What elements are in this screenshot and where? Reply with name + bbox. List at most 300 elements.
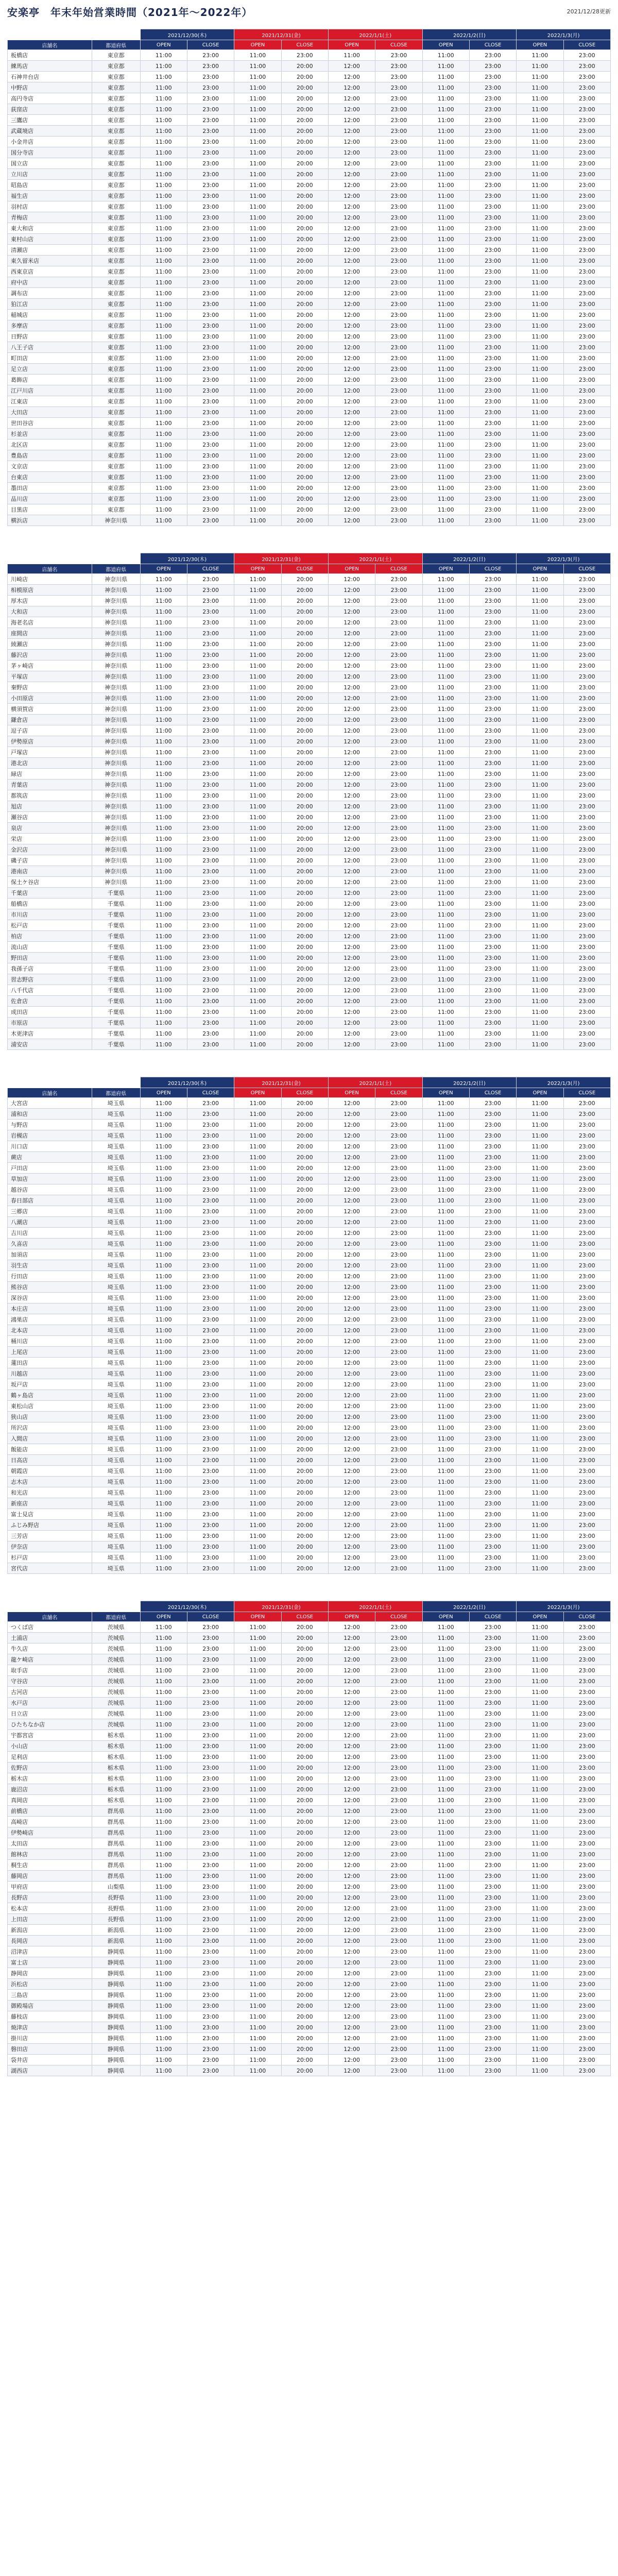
close-time: 20:00 — [281, 1018, 328, 1028]
prefecture: 静岡県 — [92, 2001, 140, 2011]
prefecture: 山梨県 — [92, 1882, 140, 1892]
open-time: 12:00 — [328, 899, 375, 909]
table-row — [8, 1795, 611, 1806]
open-header: OPEN — [234, 1088, 281, 1098]
close-time: 23:00 — [187, 461, 234, 472]
close-time: 23:00 — [469, 1741, 516, 1752]
table-row — [8, 953, 611, 963]
close-time: 23:00 — [469, 1871, 516, 1882]
close-time: 20:00 — [281, 736, 328, 747]
close-time: 23:00 — [187, 439, 234, 450]
close-time: 23:00 — [187, 585, 234, 596]
open-time: 12:00 — [328, 93, 375, 104]
prefecture: 埼玉県 — [92, 1141, 140, 1152]
open-time: 11:00 — [140, 2001, 187, 2011]
open-time: 11:00 — [234, 1412, 281, 1422]
close-time: 23:00 — [563, 920, 610, 931]
close-time: 23:00 — [375, 266, 422, 277]
open-time: 11:00 — [140, 1730, 187, 1741]
open-time: 11:00 — [422, 1946, 469, 1957]
open-time: 11:00 — [140, 1109, 187, 1120]
date-header: 2021/12/30(木) — [140, 1601, 234, 1612]
open-header: OPEN — [140, 564, 187, 574]
open-time: 12:00 — [328, 1719, 375, 1730]
close-time: 23:00 — [375, 180, 422, 191]
close-time: 23:00 — [469, 72, 516, 82]
store-name: 羽村店 — [8, 201, 92, 212]
prefecture: 埼玉県 — [92, 1130, 140, 1141]
open-time: 11:00 — [422, 1217, 469, 1228]
open-time: 11:00 — [422, 439, 469, 450]
open-time: 12:00 — [328, 725, 375, 736]
close-time: 23:00 — [375, 1665, 422, 1676]
close-time: 23:00 — [375, 61, 422, 72]
table-row — [8, 747, 611, 758]
close-time: 23:00 — [187, 704, 234, 715]
table-row — [8, 779, 611, 790]
open-time: 11:00 — [517, 169, 563, 180]
open-header: OPEN — [328, 564, 375, 574]
open-time: 11:00 — [517, 974, 563, 985]
store-name: 浦安店 — [8, 1039, 92, 1050]
close-time: 23:00 — [563, 974, 610, 985]
close-time: 23:00 — [469, 1665, 516, 1676]
open-time: 11:00 — [422, 483, 469, 494]
open-time: 12:00 — [328, 1752, 375, 1762]
close-time: 20:00 — [281, 212, 328, 223]
close-time: 23:00 — [187, 1892, 234, 1903]
close-time: 23:00 — [563, 245, 610, 256]
close-time: 23:00 — [563, 364, 610, 375]
open-time: 12:00 — [328, 1422, 375, 1433]
prefecture: 埼玉県 — [92, 1509, 140, 1520]
close-time: 23:00 — [187, 1303, 234, 1314]
open-time: 11:00 — [140, 158, 187, 169]
open-time: 11:00 — [517, 1422, 563, 1433]
prefecture: 静岡県 — [92, 2055, 140, 2065]
close-time: 23:00 — [375, 963, 422, 974]
prefecture: 長野県 — [92, 1914, 140, 1925]
table-row — [8, 1303, 611, 1314]
open-time: 11:00 — [234, 660, 281, 671]
close-time: 23:00 — [375, 1152, 422, 1163]
store-name: 瀬谷店 — [8, 812, 92, 823]
close-time: 23:00 — [375, 1260, 422, 1271]
store-name: 港北店 — [8, 758, 92, 769]
close-header: CLOSE — [469, 564, 516, 574]
prefecture: 茨城県 — [92, 1698, 140, 1708]
open-header: OPEN — [328, 40, 375, 50]
table-row — [8, 2011, 611, 2022]
open-time: 11:00 — [234, 953, 281, 963]
table-row — [8, 985, 611, 996]
open-time: 11:00 — [234, 1487, 281, 1498]
table-row — [8, 1163, 611, 1174]
open-time: 12:00 — [328, 639, 375, 650]
close-time: 20:00 — [281, 93, 328, 104]
close-time: 23:00 — [187, 2044, 234, 2055]
open-time: 11:00 — [140, 650, 187, 660]
open-time: 11:00 — [422, 72, 469, 82]
open-time: 11:00 — [422, 450, 469, 461]
close-time: 20:00 — [281, 671, 328, 682]
open-time: 11:00 — [422, 909, 469, 920]
close-time: 23:00 — [469, 1109, 516, 1120]
prefecture: 東京都 — [92, 472, 140, 483]
open-time: 11:00 — [517, 439, 563, 450]
close-time: 23:00 — [563, 931, 610, 942]
close-time: 23:00 — [563, 2001, 610, 2011]
close-time: 23:00 — [375, 693, 422, 704]
close-time: 20:00 — [281, 504, 328, 515]
open-time: 11:00 — [422, 639, 469, 650]
prefecture: 茨城県 — [92, 1622, 140, 1633]
close-time: 23:00 — [375, 1282, 422, 1293]
close-time: 23:00 — [187, 1401, 234, 1412]
prefecture: 長野県 — [92, 1903, 140, 1914]
prefecture: 埼玉県 — [92, 1260, 140, 1271]
close-time: 23:00 — [375, 1412, 422, 1422]
open-time: 11:00 — [234, 985, 281, 996]
close-time: 23:00 — [469, 963, 516, 974]
store-name: 緑店 — [8, 769, 92, 779]
open-time: 11:00 — [234, 1936, 281, 1946]
close-time: 20:00 — [281, 1271, 328, 1282]
open-header: OPEN — [517, 40, 563, 50]
store-name: 土浦店 — [8, 1633, 92, 1643]
close-time: 23:00 — [563, 899, 610, 909]
close-time: 20:00 — [281, 996, 328, 1007]
close-time: 23:00 — [375, 909, 422, 920]
table-row — [8, 450, 611, 461]
open-time: 11:00 — [140, 1347, 187, 1358]
close-time: 23:00 — [469, 1903, 516, 1914]
close-time: 23:00 — [187, 628, 234, 639]
open-time: 11:00 — [422, 504, 469, 515]
open-time: 11:00 — [140, 1903, 187, 1914]
open-time: 11:00 — [422, 1314, 469, 1325]
close-time: 20:00 — [281, 1643, 328, 1654]
close-time: 23:00 — [375, 1806, 422, 1817]
prefecture: 静岡県 — [92, 2022, 140, 2033]
open-time: 12:00 — [328, 866, 375, 877]
prefecture: 埼玉県 — [92, 1293, 140, 1303]
open-time: 12:00 — [328, 1325, 375, 1336]
prefecture: 埼玉県 — [92, 1368, 140, 1379]
table-row — [8, 1741, 611, 1752]
prefecture: 東京都 — [92, 385, 140, 396]
store-name: 入間店 — [8, 1433, 92, 1444]
open-time: 11:00 — [517, 1531, 563, 1541]
close-time: 23:00 — [469, 1184, 516, 1195]
close-time: 23:00 — [469, 1957, 516, 1968]
open-time: 12:00 — [328, 953, 375, 963]
store-name: 吉川店 — [8, 1228, 92, 1239]
open-time: 11:00 — [234, 504, 281, 515]
close-time: 23:00 — [469, 1622, 516, 1633]
store-name: 蓮田店 — [8, 1358, 92, 1368]
open-header: OPEN — [517, 1088, 563, 1098]
open-time: 11:00 — [517, 1282, 563, 1293]
close-time: 23:00 — [563, 1390, 610, 1401]
close-header: CLOSE — [187, 40, 234, 50]
open-time: 12:00 — [328, 1708, 375, 1719]
prefecture: 埼玉県 — [92, 1120, 140, 1130]
open-time: 11:00 — [234, 996, 281, 1007]
store-name: ふじみ野店 — [8, 1520, 92, 1531]
close-time: 23:00 — [469, 375, 516, 385]
close-time: 20:00 — [281, 1249, 328, 1260]
open-time: 11:00 — [517, 909, 563, 920]
close-time: 23:00 — [563, 1730, 610, 1741]
open-time: 11:00 — [422, 606, 469, 617]
table-row — [8, 212, 611, 223]
close-time: 20:00 — [281, 1007, 328, 1018]
close-time: 23:00 — [563, 375, 610, 385]
close-time: 23:00 — [469, 1174, 516, 1184]
table-row — [8, 1174, 611, 1184]
header-blank — [8, 553, 141, 564]
table-row — [8, 364, 611, 375]
store-name: 東村山店 — [8, 234, 92, 245]
table-row — [8, 660, 611, 671]
close-time: 23:00 — [187, 1466, 234, 1477]
open-time: 11:00 — [140, 191, 187, 201]
open-time: 11:00 — [517, 1271, 563, 1282]
open-time: 11:00 — [517, 104, 563, 115]
table-row — [8, 201, 611, 212]
open-time: 11:00 — [517, 320, 563, 331]
table-row — [8, 1708, 611, 1719]
store-name: 取手店 — [8, 1665, 92, 1676]
close-time: 23:00 — [469, 1838, 516, 1849]
open-time: 12:00 — [328, 834, 375, 844]
close-time: 20:00 — [281, 1784, 328, 1795]
close-time: 23:00 — [375, 1249, 422, 1260]
close-header: CLOSE — [281, 40, 328, 50]
close-time: 20:00 — [281, 1509, 328, 1520]
open-time: 11:00 — [517, 834, 563, 844]
open-time: 11:00 — [517, 1120, 563, 1130]
open-time: 11:00 — [517, 779, 563, 790]
close-time: 23:00 — [469, 1293, 516, 1303]
close-time: 20:00 — [281, 1336, 328, 1347]
open-time: 12:00 — [328, 1379, 375, 1390]
open-time: 11:00 — [422, 1477, 469, 1487]
close-time: 23:00 — [187, 736, 234, 747]
open-time: 12:00 — [328, 234, 375, 245]
close-time: 23:00 — [469, 396, 516, 407]
close-header: CLOSE — [469, 40, 516, 50]
open-time: 11:00 — [422, 1487, 469, 1498]
close-time: 23:00 — [469, 1007, 516, 1018]
close-time: 20:00 — [281, 920, 328, 931]
open-time: 11:00 — [422, 574, 469, 585]
close-time: 20:00 — [281, 1314, 328, 1325]
close-time: 23:00 — [563, 1698, 610, 1708]
open-time: 11:00 — [234, 483, 281, 494]
open-time: 11:00 — [234, 1708, 281, 1719]
open-time: 11:00 — [422, 920, 469, 931]
open-time: 11:00 — [422, 1925, 469, 1936]
prefecture: 神奈川県 — [92, 628, 140, 639]
open-time: 11:00 — [517, 2001, 563, 2011]
close-time: 23:00 — [563, 1633, 610, 1643]
close-time: 23:00 — [469, 2055, 516, 2065]
close-time: 23:00 — [469, 50, 516, 61]
store-name: 世田谷店 — [8, 418, 92, 429]
close-time: 23:00 — [187, 1784, 234, 1795]
prefecture: 神奈川県 — [92, 877, 140, 888]
store-name: 栄店 — [8, 834, 92, 844]
table-row — [8, 812, 611, 823]
close-time: 23:00 — [469, 1531, 516, 1541]
close-time: 23:00 — [563, 2055, 610, 2065]
close-time: 23:00 — [563, 256, 610, 266]
table-row — [8, 494, 611, 504]
open-time: 12:00 — [328, 2001, 375, 2011]
close-time: 23:00 — [187, 769, 234, 779]
open-time: 11:00 — [140, 1882, 187, 1892]
close-time: 23:00 — [187, 1633, 234, 1643]
open-time: 12:00 — [328, 1347, 375, 1358]
store-name: 荻窪店 — [8, 104, 92, 115]
close-time: 23:00 — [375, 1784, 422, 1795]
close-time: 23:00 — [187, 472, 234, 483]
close-time: 20:00 — [281, 628, 328, 639]
prefecture: 神奈川県 — [92, 682, 140, 693]
date-header: 2021/12/30(木) — [140, 29, 234, 40]
table-row — [8, 1730, 611, 1741]
close-time: 23:00 — [469, 1817, 516, 1827]
store-name: 戸田店 — [8, 1163, 92, 1174]
open-time: 11:00 — [517, 1206, 563, 1217]
close-time: 23:00 — [187, 1018, 234, 1028]
store-name: 国立店 — [8, 158, 92, 169]
close-time: 23:00 — [375, 429, 422, 439]
open-time: 11:00 — [517, 855, 563, 866]
close-time: 20:00 — [281, 1433, 328, 1444]
open-time: 11:00 — [422, 866, 469, 877]
close-time: 23:00 — [187, 1563, 234, 1574]
open-time: 11:00 — [234, 2033, 281, 2044]
prefecture: 東京都 — [92, 483, 140, 494]
prefecture: 東京都 — [92, 439, 140, 450]
close-time: 23:00 — [187, 1676, 234, 1687]
open-time: 11:00 — [422, 2033, 469, 2044]
close-time: 23:00 — [375, 758, 422, 769]
close-time: 23:00 — [187, 1936, 234, 1946]
close-time: 23:00 — [469, 877, 516, 888]
close-time: 23:00 — [375, 1914, 422, 1925]
table-row — [8, 1871, 611, 1882]
close-time: 23:00 — [563, 985, 610, 996]
open-time: 11:00 — [234, 671, 281, 682]
close-time: 23:00 — [469, 2044, 516, 2055]
close-time: 20:00 — [281, 1130, 328, 1141]
close-time: 20:00 — [281, 1379, 328, 1390]
open-time: 11:00 — [140, 1773, 187, 1784]
close-time: 23:00 — [375, 234, 422, 245]
open-time: 11:00 — [422, 855, 469, 866]
close-time: 23:00 — [469, 2065, 516, 2076]
close-time: 23:00 — [375, 1098, 422, 1109]
close-time: 23:00 — [375, 1633, 422, 1643]
table-row — [8, 1477, 611, 1487]
store-name: ひたちなか店 — [8, 1719, 92, 1730]
close-time: 23:00 — [187, 1152, 234, 1163]
store-name: 狭山店 — [8, 1412, 92, 1422]
open-time: 11:00 — [517, 920, 563, 931]
open-time: 11:00 — [140, 1498, 187, 1509]
open-time: 11:00 — [140, 1520, 187, 1531]
open-time: 11:00 — [140, 1531, 187, 1541]
open-time: 11:00 — [422, 137, 469, 147]
open-time: 12:00 — [328, 1784, 375, 1795]
open-time: 11:00 — [140, 1541, 187, 1552]
prefecture: 神奈川県 — [92, 834, 140, 844]
close-time: 23:00 — [187, 1903, 234, 1914]
close-time: 23:00 — [187, 1654, 234, 1665]
open-time: 12:00 — [328, 1028, 375, 1039]
prefecture: 神奈川県 — [92, 779, 140, 790]
open-time: 11:00 — [422, 585, 469, 596]
close-time: 23:00 — [563, 1741, 610, 1752]
open-time: 11:00 — [517, 353, 563, 364]
open-time: 12:00 — [328, 1282, 375, 1293]
open-time: 11:00 — [422, 147, 469, 158]
table-row — [8, 639, 611, 650]
close-time: 23:00 — [563, 1152, 610, 1163]
close-time: 23:00 — [563, 1174, 610, 1184]
close-time: 23:00 — [469, 1303, 516, 1314]
open-time: 11:00 — [140, 693, 187, 704]
table-row — [8, 1260, 611, 1271]
close-time: 23:00 — [563, 1957, 610, 1968]
open-time: 11:00 — [422, 1795, 469, 1806]
prefecture: 千葉県 — [92, 974, 140, 985]
open-time: 11:00 — [422, 1018, 469, 1028]
open-time: 12:00 — [328, 855, 375, 866]
close-time: 23:00 — [469, 1806, 516, 1817]
prefecture: 神奈川県 — [92, 704, 140, 715]
close-time: 23:00 — [187, 715, 234, 725]
close-time: 20:00 — [281, 1401, 328, 1412]
date-header: 2021/12/31(金) — [234, 1077, 329, 1088]
close-time: 23:00 — [469, 494, 516, 504]
close-time: 23:00 — [469, 418, 516, 429]
open-time: 11:00 — [517, 1903, 563, 1914]
close-time: 23:00 — [563, 158, 610, 169]
close-time: 23:00 — [375, 1498, 422, 1509]
close-time: 23:00 — [469, 331, 516, 342]
open-time: 11:00 — [140, 1314, 187, 1325]
close-time: 23:00 — [563, 596, 610, 606]
prefecture: 栃木県 — [92, 1730, 140, 1741]
open-time: 11:00 — [140, 1303, 187, 1314]
table-row — [8, 769, 611, 779]
store-name: 鶴ヶ島店 — [8, 1390, 92, 1401]
prefecture: 埼玉県 — [92, 1347, 140, 1358]
close-time: 23:00 — [469, 1795, 516, 1806]
open-time: 11:00 — [422, 747, 469, 758]
open-time: 11:00 — [422, 1325, 469, 1336]
open-time: 11:00 — [422, 1206, 469, 1217]
open-time: 11:00 — [140, 104, 187, 115]
close-time: 20:00 — [281, 439, 328, 450]
open-time: 11:00 — [140, 418, 187, 429]
open-time: 11:00 — [422, 1141, 469, 1152]
